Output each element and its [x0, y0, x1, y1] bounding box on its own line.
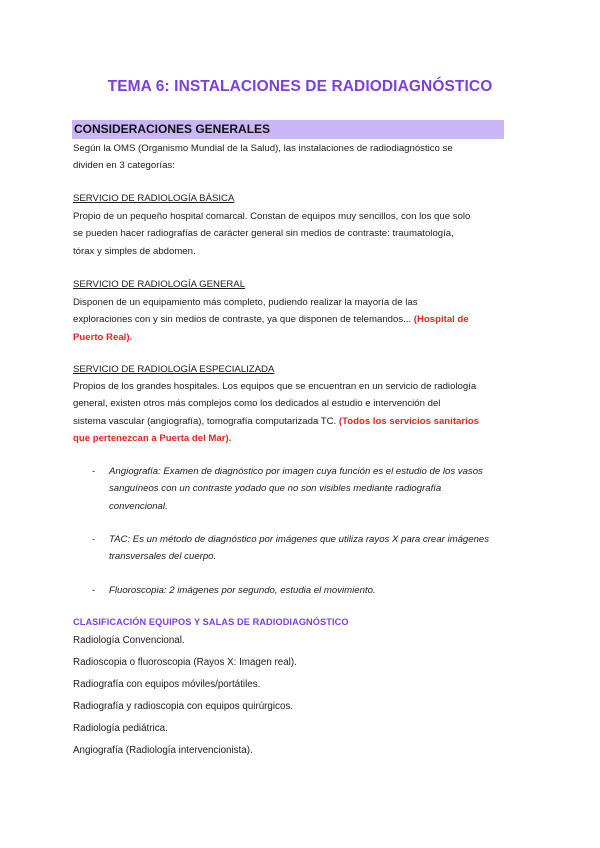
highlight-red: que pertenezcan a Puerta del Mar). [73, 432, 232, 444]
text-line: general, existen otros más complejos como los dedicados al estudio e intervención del [73, 398, 441, 410]
list-item: Radioscopia o fluoroscopia (Rayos X: Imagen real). [73, 657, 297, 668]
text-segment: sistema vascular (angiografía), tomografía computarizada TC. [73, 415, 337, 427]
text-line [73, 430, 523, 447]
bullet-text [109, 582, 527, 599]
list-item: Radiología Convencional. [73, 635, 185, 646]
text-line: Según la OMS (Organismo Mundial de la Salud), las instalaciones de radiodiagnóstico se [73, 143, 453, 154]
subheading-especializada: SERVICIO DE RADIOLOGÍA ESPECIALIZADA [73, 364, 275, 375]
dash-bullet: - [92, 585, 96, 596]
text-line: convencional. [109, 500, 168, 512]
section-heading-clasificacion: CLASIFICACIÓN EQUIPOS Y SALAS DE RADIODIAGNÓSTICO [73, 617, 349, 627]
list-item: Radiografía y radioscopia con equipos quirúrgicos. [73, 701, 294, 712]
section-heading-consideraciones: CONSIDERACIONES GENERALES [72, 120, 504, 139]
bullet-text [109, 531, 527, 566]
paragraph-basica [73, 208, 523, 260]
dash-bullet: - [92, 466, 96, 477]
highlight-red: Puerto Real). [73, 331, 133, 343]
subheading-general: SERVICIO DE RADIOLOGÍA GENERAL [73, 279, 246, 290]
page-title: TEMA 6: INSTALACIONES DE RADIODIAGNÓSTICO [107, 78, 493, 95]
text-line [73, 329, 523, 346]
text-line: dividen en 3 categorías: [73, 160, 175, 172]
highlight-red: (Hospital de [413, 314, 469, 326]
list-item: Angiografía (Radiología intervencionista). [73, 745, 253, 756]
text-line: Propio de un pequeño hospital comarcal. Constan de equipos muy sencillos, con los que solo [73, 211, 471, 222]
text-line: transversales del cuerpo. [109, 551, 217, 563]
list-item: Radiografía con equipos móviles/portátiles. [73, 679, 261, 690]
text-line: se pueden hacer radiografías de carácter general sin medios de contraste: traumatología, [73, 228, 454, 240]
bullet-text [109, 463, 527, 515]
list-item: Radiología pediátrica. [73, 723, 168, 734]
text-line: Angiografía: Examen de diagnóstico por imagen cuya función es el estudio de los vasos [109, 466, 483, 477]
paragraph-especializada [73, 378, 523, 447]
text-line: Propios de los grandes hospitales. Los equipos que se encuentran en un servicio de radiología [73, 381, 477, 392]
subheading-basica: SERVICIO DE RADIOLOGÍA BÁSICA [73, 193, 235, 204]
text-line: Fluoroscopia: 2 imágenes por segundo, estudia el movimiento. [109, 585, 376, 596]
text-line: TAC: Es un método de diagnóstico por imágenes que utiliza rayos X para crear imágenes [109, 534, 490, 545]
text-line [73, 413, 523, 430]
text-segment: exploraciones con y sin medios de contraste, ya que disponen de telemandos... [73, 314, 412, 326]
text-line: Disponen de un equipamiento más completo, pudiendo realizar la mayoría de las [73, 297, 418, 308]
intro-paragraph [73, 140, 523, 175]
text-line: sanguíneos con un contraste yodado que no son visibles mediante radiografía [109, 483, 442, 495]
paragraph-general [73, 294, 523, 346]
highlight-red: (Todos los servicios sanitarios [338, 415, 479, 427]
text-line: tórax y simples de abdomen. [73, 245, 196, 257]
dash-bullet: - [92, 534, 96, 545]
text-line [73, 311, 523, 328]
